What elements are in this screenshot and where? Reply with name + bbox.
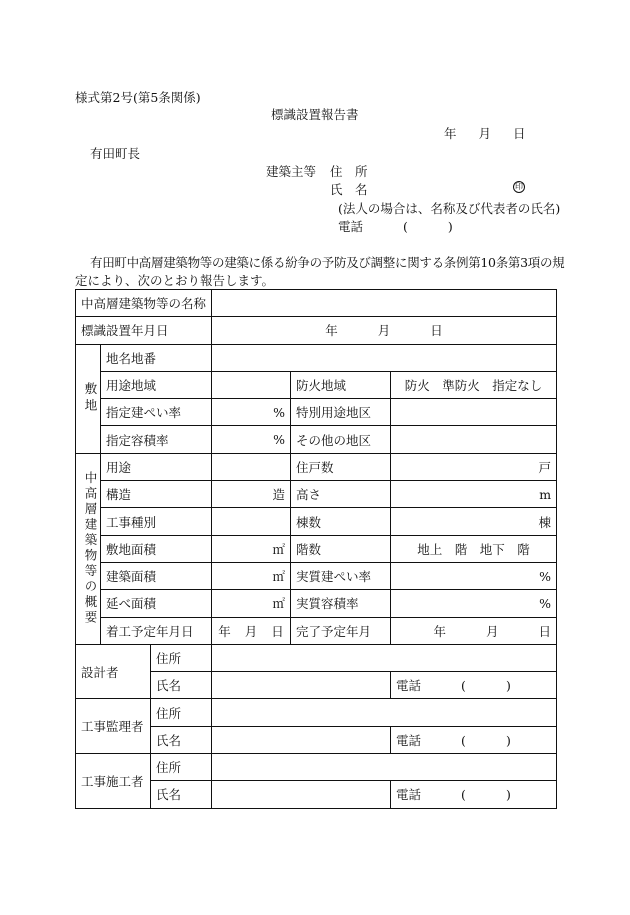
designer-label: 設計者: [76, 644, 151, 699]
table-row: [76, 399, 557, 426]
contractor-name-value[interactable]: [212, 781, 391, 808]
use-district-value[interactable]: [212, 371, 291, 398]
structure-label: 構造: [101, 481, 212, 508]
start-date-value[interactable]: [212, 617, 291, 644]
far-value[interactable]: %: [212, 426, 291, 453]
site-group-label: [76, 344, 101, 453]
table-row: [76, 562, 557, 589]
sign-date-label: 標識設置年月日: [76, 317, 212, 344]
contractor-label: 工事施工者: [76, 754, 151, 809]
actual-coverage-value[interactable]: %: [391, 562, 557, 589]
overview-group-text: 中高層建築物等の概要: [83, 471, 98, 627]
designer-phone[interactable]: [391, 672, 557, 699]
report-form-table: [75, 289, 557, 809]
coverage-value[interactable]: %: [212, 399, 291, 426]
address-label: 住 所: [330, 164, 368, 179]
building-count-value[interactable]: 棟: [391, 508, 557, 535]
table-row: [76, 699, 557, 726]
work-type-value[interactable]: [212, 508, 291, 535]
use-label: 用途: [101, 453, 212, 480]
lot-number-value[interactable]: [212, 344, 557, 371]
supervisor-address-value[interactable]: [212, 699, 557, 726]
body-text-line2: 定により、次のとおり報告します。: [75, 273, 275, 288]
supervisor-name-value[interactable]: [212, 726, 391, 753]
end-date-label: 完了予定年月: [291, 617, 391, 644]
seal-mark: 印: [515, 182, 523, 191]
floors-label: 階数: [291, 535, 391, 562]
document-title: 標識設置報告書: [271, 107, 359, 122]
actual-far-label: 実質容積率: [291, 590, 391, 617]
corporate-note: (法人の場合は、名称及び代表者の氏名): [338, 201, 561, 216]
paren-open: (: [461, 678, 466, 694]
contractor-phone-label: 電話: [396, 787, 422, 803]
end-date-month: 月: [486, 623, 499, 639]
sign-date-month: 月: [377, 323, 391, 339]
designer-address-label: 住所: [151, 644, 212, 671]
work-type-label: 工事種別: [101, 508, 212, 535]
table-row: [76, 317, 557, 344]
use-district-label: 用途地域: [101, 371, 212, 398]
contractor-name-label: 氏名: [151, 781, 212, 808]
table-row: [76, 344, 557, 371]
contractor-phone[interactable]: [391, 781, 557, 808]
fire-district-label: 防火地域: [291, 371, 391, 398]
designer-name-value[interactable]: [212, 672, 391, 699]
special-use-label: 特別用途地区: [291, 399, 391, 426]
supervisor-phone-label: 電話: [396, 732, 422, 748]
lot-number-label: 地名地番: [101, 344, 212, 371]
actual-coverage-label: 実質建ぺい率: [291, 562, 391, 589]
contractor-address-value[interactable]: [212, 754, 557, 781]
fire-district-options[interactable]: 防火 準防火 指定なし: [391, 371, 557, 398]
table-row: [76, 508, 557, 535]
supervisor-phone[interactable]: [391, 726, 557, 753]
table-row: [76, 290, 557, 317]
building-name-value[interactable]: [212, 290, 557, 317]
date-month: 月: [478, 126, 492, 141]
structure-value[interactable]: 造: [212, 481, 291, 508]
height-value[interactable]: m: [391, 481, 557, 508]
table-row: [76, 754, 557, 781]
table-row: [76, 617, 557, 644]
paren-close: ): [505, 678, 511, 694]
units-label: 住戸数: [291, 453, 391, 480]
end-date-year: 年: [433, 623, 447, 639]
paren-open: (: [461, 787, 466, 803]
sign-date-day: 日: [430, 323, 443, 339]
table-row: [76, 644, 557, 671]
supervisor-label: 工事監理者: [76, 699, 151, 754]
table-row: [76, 590, 557, 617]
building-name-label: 中高層建築物等の名称: [76, 290, 212, 317]
overview-group-label: [76, 453, 101, 644]
phone-line: [338, 217, 453, 235]
designer-phone-label: 電話: [396, 678, 422, 694]
start-date-month: 月: [244, 623, 258, 639]
end-date-day: 日: [538, 623, 552, 639]
supervisor-name-label: 氏名: [151, 726, 212, 753]
other-district-label: その他の地区: [291, 426, 391, 453]
use-value[interactable]: [212, 453, 291, 480]
special-use-value[interactable]: [391, 399, 557, 426]
designer-address-value[interactable]: [212, 644, 557, 671]
date-line: [444, 124, 526, 142]
floor-area-label: 延べ面積: [101, 590, 212, 617]
table-row: [76, 371, 557, 398]
table-row: [76, 453, 557, 480]
end-date-value[interactable]: [391, 617, 557, 644]
paren-close: ): [505, 787, 511, 803]
addressee: 有田町長: [90, 146, 141, 161]
applicant-label: 建築主等: [266, 164, 317, 179]
sign-date-value[interactable]: [212, 317, 557, 344]
date-year: 年: [444, 126, 457, 141]
supervisor-address-label: 住所: [151, 699, 212, 726]
table-row: [76, 535, 557, 562]
building-area-value[interactable]: ㎡: [212, 562, 291, 589]
floors-value[interactable]: 地上 階 地下 階: [391, 535, 557, 562]
designer-name-label: 氏名: [151, 672, 212, 699]
building-area-label: 建築面積: [101, 562, 212, 589]
start-date-year: 年: [218, 623, 231, 639]
other-district-value[interactable]: [391, 426, 557, 453]
phone-paren-close: ): [447, 219, 453, 234]
table-row: [76, 426, 557, 453]
site-area-value[interactable]: ㎡: [212, 535, 291, 562]
far-label: 指定容積率: [101, 426, 212, 453]
form-number: 様式第2号(第5条関係): [75, 90, 201, 105]
table-row: [76, 481, 557, 508]
date-day: 日: [513, 126, 526, 141]
start-date-label: 着工予定年月日: [101, 617, 212, 644]
building-count-label: 棟数: [291, 508, 391, 535]
paren-close: ): [505, 732, 511, 748]
phone-label: 電話: [338, 219, 364, 234]
units-value[interactable]: 戸: [391, 453, 557, 480]
actual-far-value[interactable]: %: [391, 590, 557, 617]
site-area-label: 敷地面積: [101, 535, 212, 562]
start-date-day: 日: [271, 623, 284, 639]
sign-date-year: 年: [325, 323, 338, 339]
name-label: 氏 名: [330, 182, 368, 197]
coverage-label: 指定建ぺい率: [101, 399, 212, 426]
contractor-address-label: 住所: [151, 754, 212, 781]
phone-paren-open: (: [403, 219, 408, 234]
paren-open: (: [461, 732, 466, 748]
floor-area-value[interactable]: ㎡: [212, 590, 291, 617]
body-text-line1: 有田町中高層建築物等の建築に係る紛争の予防及び調整に関する条例第10条第3項の規: [90, 255, 565, 270]
site-group-text: 敷地: [83, 382, 98, 416]
height-label: 高さ: [291, 481, 391, 508]
